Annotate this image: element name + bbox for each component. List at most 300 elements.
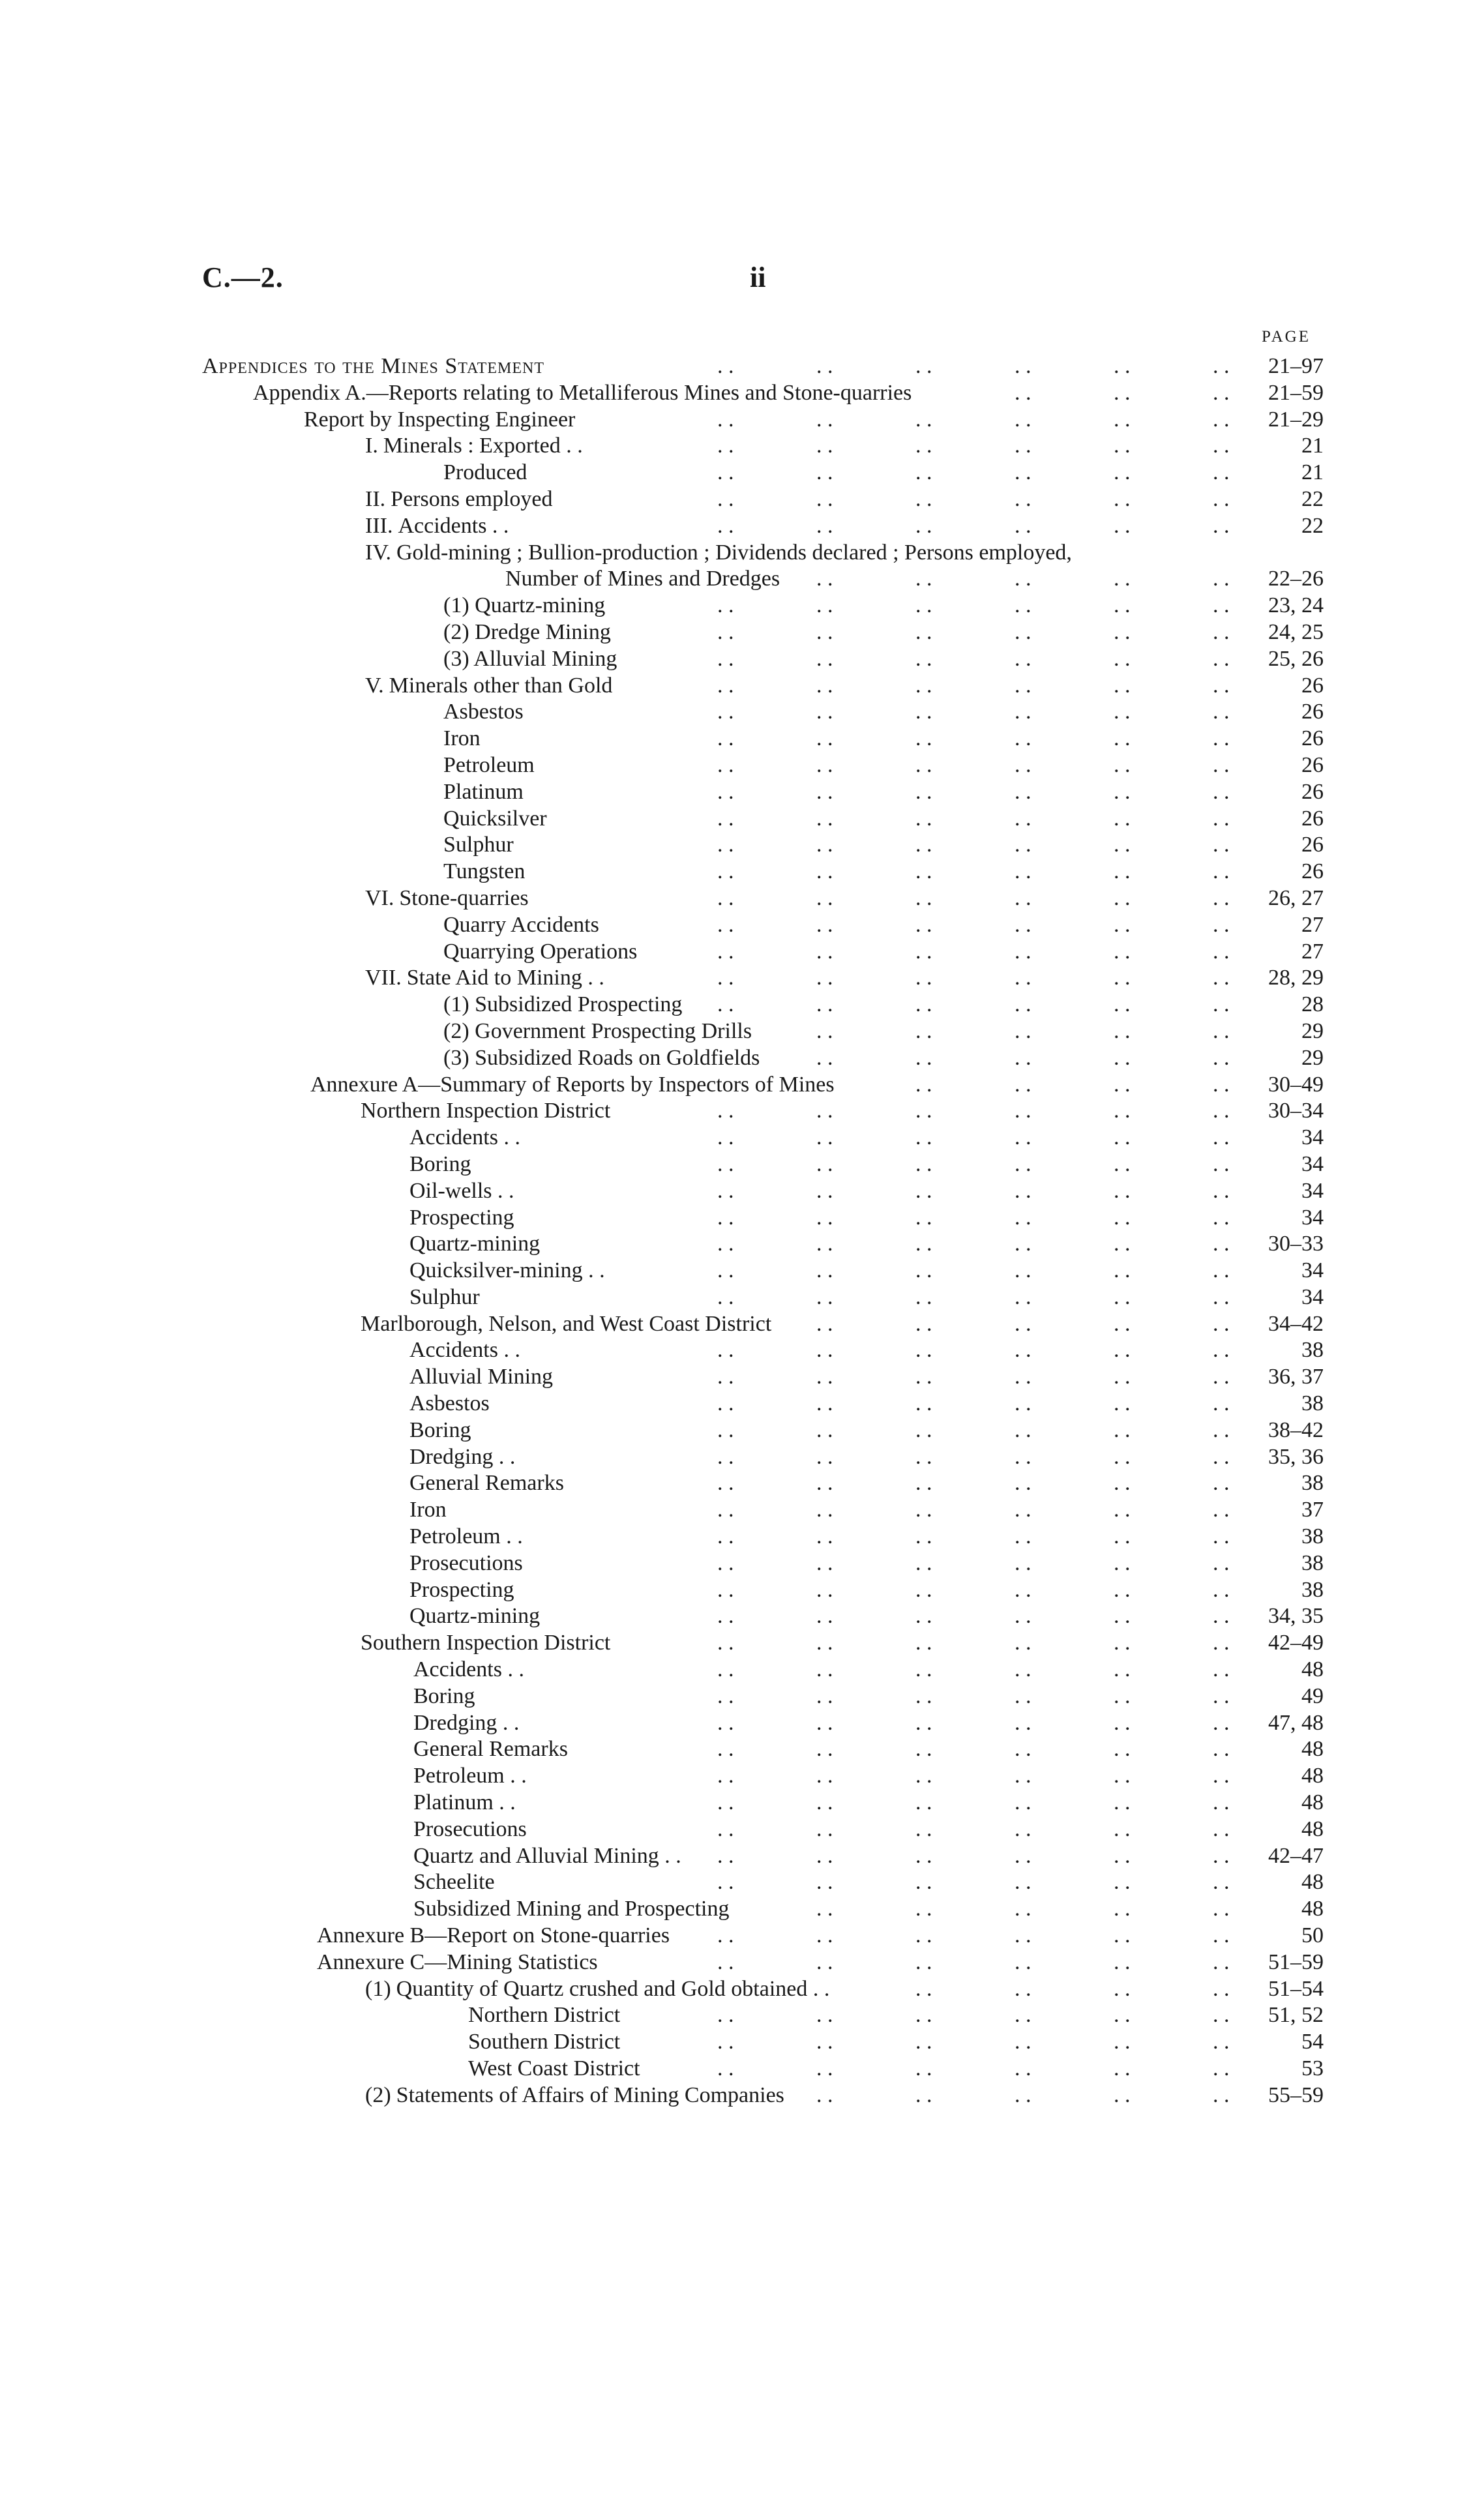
leader-dot: . . [915,460,932,485]
leader-dot: . . [816,2082,833,2107]
leader-dot: . . [816,1045,833,1070]
toc-entry [0,2002,1484,2029]
leader-dot: . . [717,726,734,751]
leader-dot: . . [1213,1284,1230,1309]
toc-entry-page: 50 [1301,1923,1324,1948]
leader-dot: . . [1114,1471,1131,1496]
toc-entry [0,1736,1484,1763]
leader-dot: . . [915,779,932,804]
leader-dot: . . [1213,460,1230,485]
toc-entry-title [409,1284,480,1311]
leader-dot: . . [717,1843,734,1868]
leader-dot: . . [1213,486,1230,511]
toc-entry-text: Stone-quarries [399,885,529,910]
leader-dot: . . [1213,380,1230,405]
toc-entry [0,1657,1484,1683]
toc-entry-page: 21 [1301,434,1324,458]
leader-dot: . . [1015,1232,1031,1256]
toc-entry-title [304,407,575,434]
toc-entry-title [409,1258,605,1284]
page-number: ii [750,261,766,293]
leader-dot: . . [915,1417,932,1442]
leader-dot: . . [1213,1072,1230,1097]
toc-entry-page: 49 [1301,1683,1324,1708]
leader-dot: . . [1015,2003,1031,2028]
toc-entry [0,1710,1484,1737]
leader-dot: . . [915,1125,932,1150]
leader-dot: . . [816,646,833,671]
toc-entry-page: 36, 37 [1268,1365,1324,1389]
toc-entry-text: Quartz and Alluvial Mining . . [413,1843,681,1868]
toc-entry-text: Oil-wells . . [409,1178,514,1203]
toc-entry-page: 38 [1301,1338,1324,1363]
toc-entry-text: (2) Government Prospecting Drills [443,1018,752,1043]
toc-entry [0,2082,1484,2109]
leader-dot: . . [816,1232,833,1256]
leader-dot: . . [1213,700,1230,724]
toc-entry-page: 29 [1301,1018,1324,1043]
leader-dot: . . [1114,513,1131,538]
leader-dot: . . [915,2003,932,2028]
leader-dot: . . [717,1284,734,1309]
toc-entry-title [409,1337,520,1364]
leader-dot: . . [816,859,833,884]
leader-dot: . . [717,700,734,724]
leader-dot: . . [1213,1577,1230,1602]
toc-entry-title [361,1311,771,1338]
toc-entry-title [443,619,611,646]
leader-dot: . . [816,779,833,804]
leader-dot: . . [1015,885,1031,910]
toc-entry-page: 51–54 [1268,1976,1324,2001]
leader-dot: . . [717,1365,734,1389]
toc-entry-title [443,699,524,726]
leader-dot: . . [915,1976,932,2001]
leader-dot: . . [915,2030,932,2054]
toc-entry-text: Asbestos [443,700,524,724]
leader-dot: . . [1213,513,1230,538]
toc-entry-text: Statements of Affairs of Mining Companies [396,2082,784,2107]
leader-dot: . . [717,1604,734,1629]
toc-entry [0,1444,1484,1471]
leader-dot: . . [1015,1604,1031,1629]
leader-dot: . . [1114,833,1131,857]
leader-dot: . . [1114,1365,1131,1389]
toc-entry-text: Alluvial Mining [409,1365,554,1389]
leader-dot: . . [717,1232,734,1256]
toc-entry-title [443,939,637,966]
toc-entry-title [409,1603,540,1630]
toc-entry-text: Northern District [468,2003,621,2028]
leader-dot: . . [915,806,932,831]
toc-entry-page: 21 [1301,460,1324,485]
leader-dot: . . [915,1710,932,1735]
leader-dot: . . [915,1258,932,1283]
leader-dot: . . [1213,726,1230,751]
leader-dot: . . [816,1205,833,1230]
leader-dot: . . [1015,1178,1031,1203]
leader-dot: . . [1114,1737,1131,1762]
leader-dot: . . [1015,1072,1031,1097]
leader-dot: . . [1015,1417,1031,1442]
toc-entry-text: Quartz-mining [409,1232,541,1256]
leader-dot: . . [1114,1816,1131,1841]
toc-entry-text: Number of Mines and Dredges [505,567,780,591]
toc-entry [0,1258,1484,1284]
toc-entry [0,1072,1484,1099]
leader-dot: . . [1015,513,1031,538]
toc-entry-text: Prospecting [409,1205,514,1230]
leader-dot: . . [1213,966,1230,990]
leader-dot: . . [1114,700,1131,724]
toc-entry-title [310,1072,835,1099]
leader-dot: . . [816,1949,833,1974]
leader-dot: . . [915,1018,932,1043]
leader-dot: . . [915,1683,932,1708]
toc-entry-title [361,1630,610,1657]
leader-dot: . . [816,1125,833,1150]
leader-dot: . . [717,1151,734,1176]
leader-dot: . . [816,752,833,777]
toc-entry-text: General Remarks [413,1737,568,1762]
toc-entry [0,1311,1484,1338]
toc-entry-text: Petroleum . . [409,1524,523,1549]
leader-dot: . . [1015,859,1031,884]
toc-entry [0,699,1484,726]
toc-entry-title [365,433,583,460]
leader-dot: . . [1213,1417,1230,1442]
leader-dot: . . [915,992,932,1017]
leader-dot: . . [717,779,734,804]
leader-dot: . . [1114,619,1131,644]
leader-dot: . . [1015,1099,1031,1123]
leader-dot: . . [1213,619,1230,644]
toc-entry-text: (3) Subsidized Roads on Goldfields [443,1045,760,1070]
toc-entry [0,885,1484,912]
toc-entry-title [443,779,524,806]
leader-dot: . . [1213,912,1230,937]
toc-entry-title [443,752,535,779]
leader-dot: . . [1213,1631,1230,1655]
toc-entry [0,619,1484,646]
toc-entry-page: 35, 36 [1268,1444,1324,1469]
toc-entry-page: 34 [1301,1258,1324,1283]
leader-dot: . . [1213,1178,1230,1203]
leader-dot: . . [1114,939,1131,964]
toc-entry-text: (1) Quartz-mining [443,593,606,618]
leader-dot: . . [1114,1949,1131,1974]
leader-dot: . . [915,726,932,751]
toc-entry [0,779,1484,806]
toc-entry-page: 34 [1301,1178,1324,1203]
leader-dot: . . [816,567,833,591]
toc-entry [0,1949,1484,1976]
leader-dot: . . [1114,1045,1131,1070]
leader-dot: . . [915,1338,932,1363]
toc-entry-page: 48 [1301,1764,1324,1788]
leader-dot: . . [1015,1683,1031,1708]
toc-entry-title [253,380,912,407]
leader-dot: . . [1015,726,1031,751]
leader-dot: . . [1015,1151,1031,1176]
leader-dot: . . [915,1498,932,1522]
leader-dot: . . [717,833,734,857]
leader-dot: . . [1015,1631,1031,1655]
toc-entry [0,726,1484,752]
leader-dot: . . [1114,380,1131,405]
toc-entry [0,1550,1484,1577]
toc-entry-page: 30–34 [1268,1099,1324,1123]
toc-entry [0,1284,1484,1311]
leader-dot: . . [816,806,833,831]
toc-entry-page: 48 [1301,1790,1324,1815]
toc-entry-text: Accidents . . [409,1338,520,1363]
toc-entry-page: 34–42 [1268,1311,1324,1336]
leader-dot: . . [717,1338,734,1363]
leader-dot: . . [1015,1258,1031,1283]
leader-dot: . . [915,859,932,884]
toc-entry-text: (2) Dredge Mining [443,619,611,644]
leader-dot: . . [1213,1604,1230,1629]
leader-dot: . . [1213,593,1230,618]
leader-dot: . . [1114,407,1131,432]
leader-dot: . . [816,1657,833,1682]
leader-dot: . . [1015,2056,1031,2081]
leader-dot: . . [717,513,734,538]
toc-entry-title [409,1444,515,1471]
leader-dot: . . [816,1524,833,1549]
toc-entry-text: Iron [409,1498,447,1522]
leader-dot: . . [915,1949,932,1974]
leader-dot: . . [816,1284,833,1309]
leader-dot: . . [1114,1125,1131,1150]
leader-dot: . . [1114,434,1131,458]
toc-entry-page: 48 [1301,1816,1324,1841]
toc-entry-page: 55–59 [1268,2082,1324,2107]
toc-entry-title [413,1816,527,1843]
toc-entry-title [443,832,514,859]
leader-dot: . . [915,486,932,511]
leader-dot: . . [1213,1524,1230,1549]
leader-dot: . . [1114,1577,1131,1602]
toc-entry-title [409,1497,447,1524]
leader-dot: . . [816,1683,833,1708]
toc-entry-text: General Remarks [409,1471,564,1496]
toc-entry-text: Quarry Accidents [443,912,599,937]
toc-entry-text: Quantity of Quartz crushed and Gold obtained . . [396,1976,830,2001]
toc-entry-title [443,806,547,833]
toc-entry-title [413,1869,495,1896]
leader-dot: . . [1114,567,1131,591]
toc-entry-page: 38 [1301,1550,1324,1575]
toc-entry [0,1524,1484,1550]
leader-dot: . . [1114,673,1131,698]
toc-entry [0,832,1484,859]
leader-dot: . . [915,1764,932,1788]
leader-dot: . . [915,1923,932,1948]
leader-dot: . . [1114,726,1131,751]
toc-entry [0,1923,1484,1949]
leader-dot: . . [1015,1550,1031,1575]
leader-dot: . . [1015,1045,1031,1070]
leader-dot: . . [1213,1870,1230,1895]
toc-entry [0,1577,1484,1604]
leader-dot: . . [1114,1018,1131,1043]
toc-entry-title [413,1657,524,1683]
leader-dot: . . [1114,779,1131,804]
leader-dot: . . [1015,833,1031,857]
leader-dot: . . [816,1311,833,1336]
toc-entry-title [365,965,604,992]
leader-dot: . . [915,1072,932,1097]
toc-entry-title [361,1098,610,1125]
leader-dot: . . [1015,1710,1031,1735]
leader-dot: . . [915,1843,932,1868]
toc-entry-page: 29 [1301,1045,1324,1070]
leader-dot: . . [1213,1683,1230,1708]
leader-dot: . . [915,1151,932,1176]
leader-dot: . . [1213,752,1230,777]
leader-dot: . . [1213,1099,1230,1123]
leader-dot: . . [717,1657,734,1682]
leader-dot: . . [1213,1444,1230,1469]
toc-entry-page: 34 [1301,1151,1324,1176]
leader-dot: . . [816,833,833,857]
toc-entry-number: VII. [365,966,402,990]
leader-dot: . . [717,593,734,618]
toc-entry-title [409,1364,553,1391]
toc-entry [0,1976,1484,2003]
toc-entry [0,1205,1484,1232]
leader-dot: . . [717,1631,734,1655]
leader-dot: . . [717,1099,734,1123]
toc-entry-title [365,540,1072,567]
leader-dot: . . [1015,1338,1031,1363]
toc-entry [0,1364,1484,1391]
leader-dot: . . [915,1816,932,1841]
leader-dot: . . [1114,1205,1131,1230]
toc-entry-title [413,1843,681,1870]
leader-dot: . . [717,1683,734,1708]
toc-entry [0,1151,1484,1178]
toc-entry-text: Southern Inspection District [361,1631,611,1655]
toc-entry [0,859,1484,885]
leader-dot: . . [1015,1471,1031,1496]
toc-entry-text: West Coast District [468,2056,640,2081]
leader-dot: . . [717,1737,734,1762]
leader-dot: . . [915,434,932,458]
leader-dot: . . [816,1391,833,1416]
table-of-contents [0,353,1484,2109]
leader-dot: . . [1213,1391,1230,1416]
leader-dot: . . [1015,380,1031,405]
leader-dot: . . [816,2003,833,2028]
leader-dot: . . [717,1790,734,1815]
toc-entry-text: Quarrying Operations [443,939,638,964]
leader-dot: . . [915,673,932,698]
leader-dot: . . [915,912,932,937]
leader-dot: . . [1114,1311,1131,1336]
leader-dot: . . [1213,1657,1230,1682]
leader-dot: . . [915,1391,932,1416]
toc-entry-page: 48 [1301,1657,1324,1682]
leader-dot: . . [1114,2082,1131,2107]
leader-dot: . . [816,1923,833,1948]
leader-dot: . . [915,567,932,591]
leader-dot: . . [717,806,734,831]
leader-dot: . . [1015,567,1031,591]
leader-dot: . . [915,2056,932,2081]
toc-entry-title [409,1178,514,1205]
leader-dot: . . [1114,1683,1131,1708]
leader-dot: . . [1213,2082,1230,2107]
toc-entry [0,1231,1484,1258]
leader-dot: . . [915,2082,932,2107]
toc-entry-page: 42–47 [1268,1843,1324,1868]
leader-dot: . . [915,593,932,618]
leader-dot: . . [1213,1232,1230,1256]
toc-entry-text: (3) Alluvial Mining [443,646,617,671]
leader-dot: . . [816,1737,833,1762]
toc-entry-title [409,1231,540,1258]
leader-dot: . . [1114,1923,1131,1948]
toc-entry-text: Southern District [468,2030,621,2054]
toc-entry-text: State Aid to Mining . . [406,966,604,990]
toc-entry [0,1630,1484,1657]
leader-dot: . . [915,1657,932,1682]
leader-dot: . . [816,1897,833,1921]
leader-dot: . . [816,1099,833,1123]
toc-entry-page: 25, 26 [1268,646,1324,671]
leader-dot: . . [1015,1843,1031,1868]
leader-dot: . . [1114,859,1131,884]
toc-entry-page: 24, 25 [1268,619,1324,644]
leader-dot: . . [1015,779,1031,804]
toc-entry-title [443,593,605,619]
leader-dot: . . [1015,1205,1031,1230]
leader-dot: . . [1213,2030,1230,2054]
toc-entry [0,566,1484,593]
leader-dot: . . [1114,1631,1131,1655]
leader-dot: . . [1114,1417,1131,1442]
toc-entry [0,1098,1484,1125]
leader-dot: . . [1015,1949,1031,1974]
toc-entry-title [365,2082,784,2109]
toc-entry-text: Boring [409,1151,471,1176]
toc-entry-text: Prosecutions [413,1816,527,1841]
leader-dot: . . [1213,1550,1230,1575]
leader-dot: . . [1114,2030,1131,2054]
toc-entry-page: 30–49 [1268,1072,1324,1097]
leader-dot: . . [717,486,734,511]
leader-dot: . . [1114,1790,1131,1815]
leader-dot: . . [717,939,734,964]
leader-dot: . . [717,354,734,378]
leader-dot: . . [1114,1151,1131,1176]
toc-entry-text: Minerals other than Gold [389,673,613,698]
toc-entry-page: 27 [1301,939,1324,964]
toc-entry-page: 26 [1301,726,1324,751]
toc-entry-title [365,1976,829,2003]
leader-dot: . . [1213,1338,1230,1363]
leader-dot: . . [1213,567,1230,591]
leader-dot: . . [1015,1498,1031,1522]
leader-dot: . . [1114,646,1131,671]
toc-entry-page: 21–29 [1268,407,1324,432]
toc-entry-title [409,1205,514,1232]
toc-entry [0,1045,1484,1072]
leader-dot: . . [1114,2003,1131,2028]
